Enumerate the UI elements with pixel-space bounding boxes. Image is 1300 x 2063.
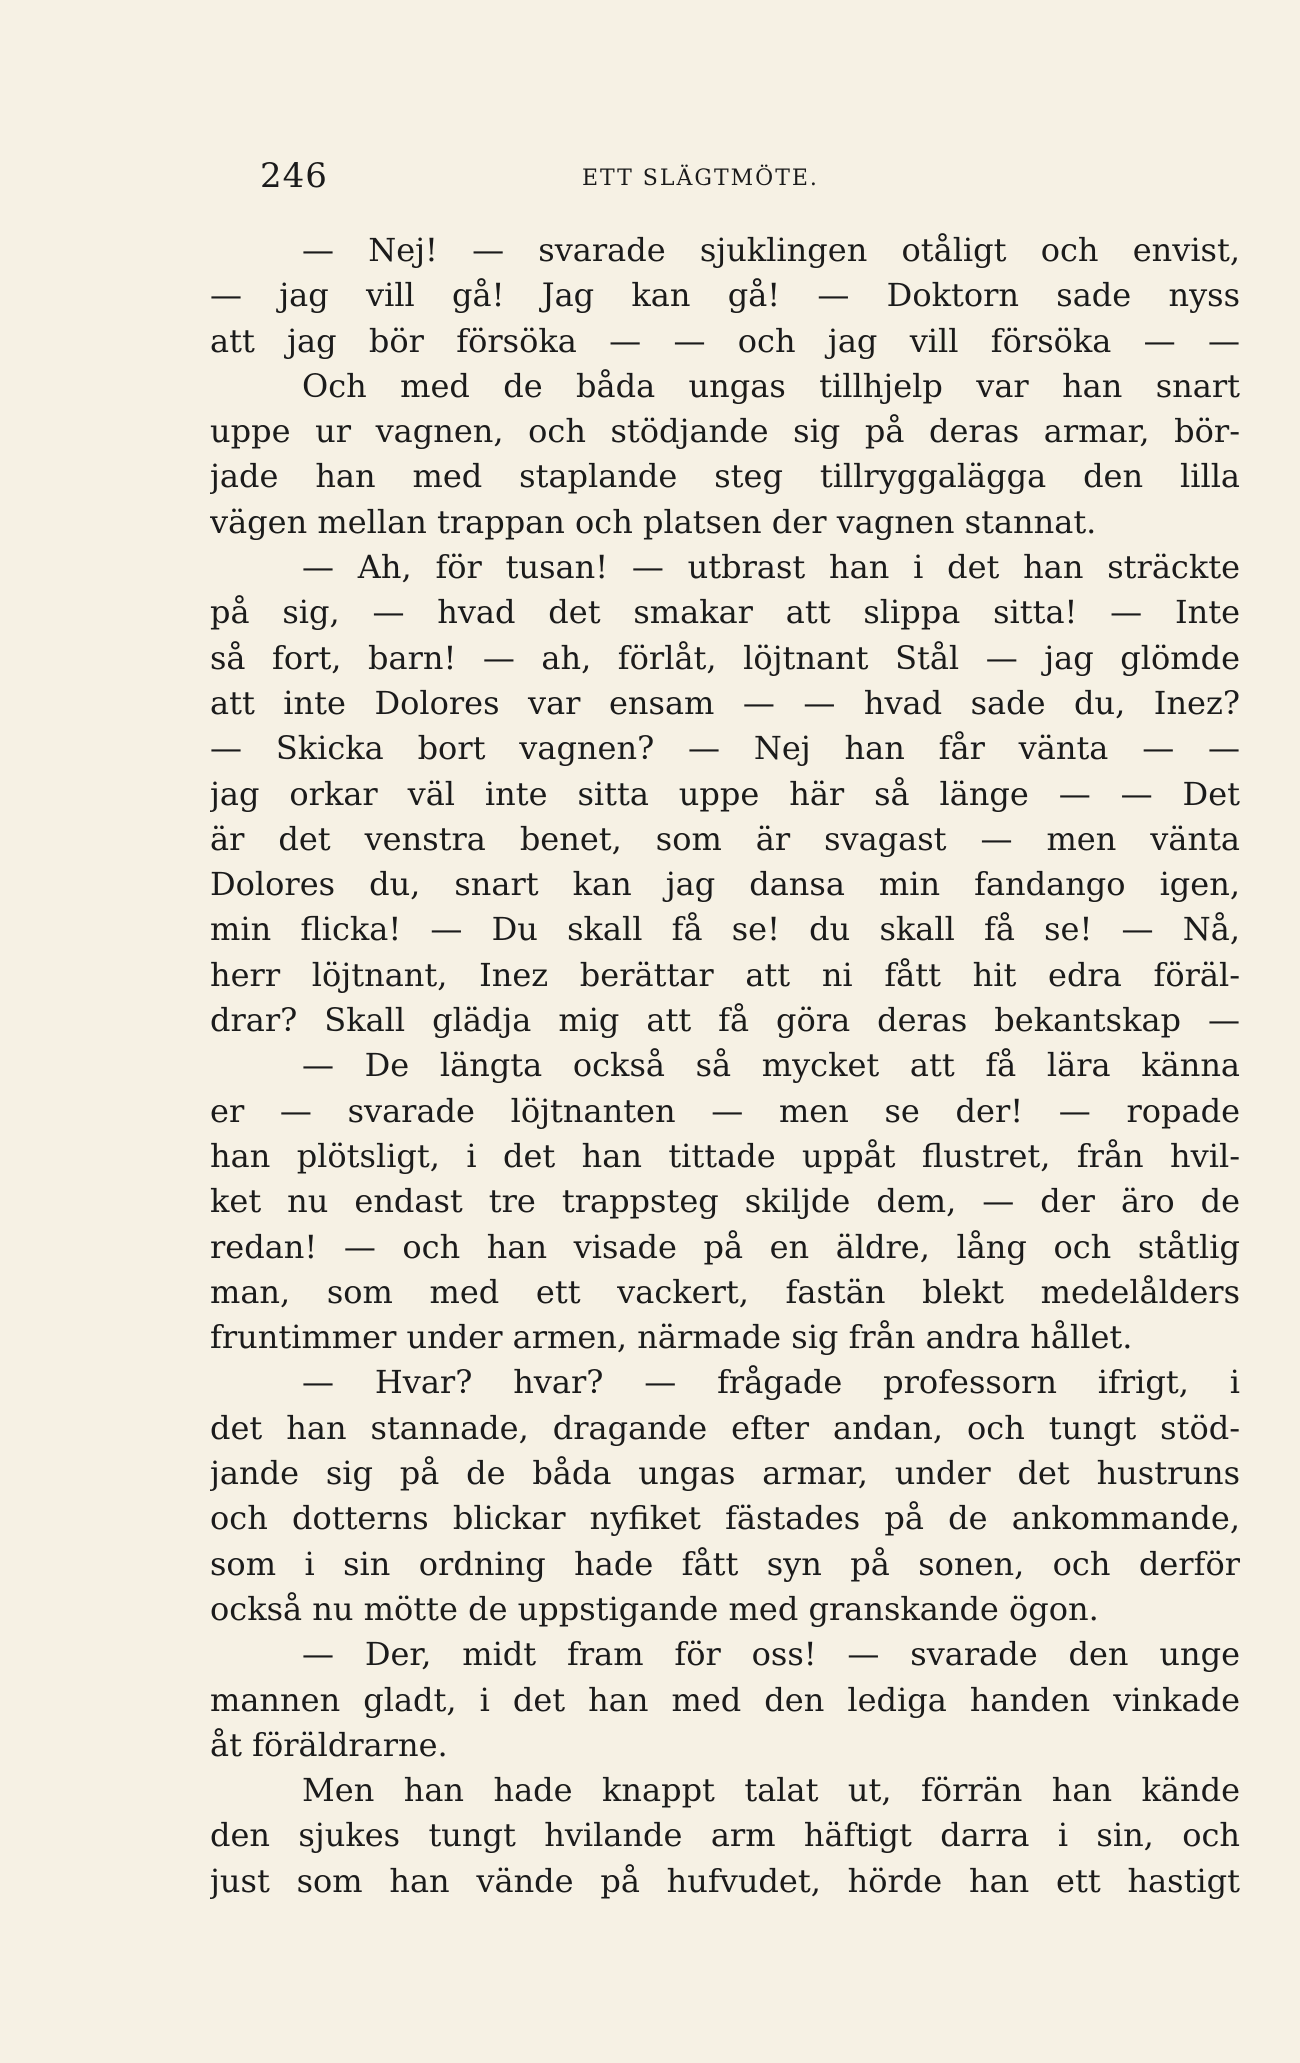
text-line: Och med de båda ungas tillhjelp var han snart: [302, 366, 1240, 405]
text-line: den sjukes tungt hvilande arm häftigt darra i sin, och: [210, 1816, 1240, 1855]
text-line: det han stannade, dragande efter andan, och tungt stöd-: [210, 1408, 1240, 1447]
running-title: ETT SLÄGTMÖTE.: [582, 166, 819, 191]
text-line: drar? Skall glädja mig att få göra deras bekantskap —: [210, 1001, 1240, 1040]
text-line: att inte Dolores var ensam — — hvad sade du, Inez?: [210, 683, 1240, 722]
text-line: jag orkar väl inte sitta uppe här så länge — — Det: [210, 774, 1240, 813]
text-line: — Hvar? hvar? — frågade professorn ifrigt, i: [302, 1363, 1240, 1402]
text-line: — Der, midt fram för oss! — svarade den unge: [302, 1635, 1240, 1674]
text-line: är det venstra benet, som är svagast — men vänta: [210, 819, 1240, 858]
text-line: uppe ur vagnen, och stödjande sig på deras armar, bör-: [210, 412, 1240, 451]
text-line: man, som med ett vackert, fastän blekt medelålders: [210, 1272, 1240, 1311]
text-line: så fort, barn! — ah, förlåt, löjtnant Stål — jag glömde: [210, 638, 1240, 677]
text-line: — De längta också så mycket att få lära känna: [302, 1046, 1240, 1085]
body-text: [210, 228, 1240, 1904]
text-line: min flicka! — Du skall få se! du skall få se! — Nå,: [210, 910, 1240, 949]
text-line: er — svarade löjtnanten — men se der! — ropade: [210, 1091, 1240, 1130]
text-line: jande sig på de båda ungas armar, under det hustruns: [210, 1454, 1240, 1493]
text-line: vägen mellan trappan och platsen der vagnen stannat.: [210, 502, 1097, 541]
text-line: mannen gladt, i det han med den lediga handen vinkade: [210, 1680, 1240, 1719]
text-line: och dotterns blickar nyfiket fästades på de ankommande,: [210, 1499, 1240, 1538]
text-line: — Skicka bort vagnen? — Nej han får vänta — —: [210, 729, 1240, 768]
text-line: — jag vill gå! Jag kan gå! — Doktorn sade nyss: [210, 276, 1240, 315]
text-line: jade han med staplande steg tillryggalägga den lilla: [210, 457, 1240, 496]
text-line: han plötsligt, i det han tittade uppåt flustret, från hvil-: [210, 1136, 1240, 1175]
text-line: som i sin ordning hade fått syn på sonen, och derför: [210, 1544, 1240, 1583]
text-line: just som han vände på hufvudet, hörde han ett hastigt: [210, 1861, 1240, 1900]
text-line: också nu mötte de uppstigande med granskande ögon.: [210, 1589, 1099, 1628]
page-number: 246: [260, 156, 328, 196]
text-line: Dolores du, snart kan jag dansa min fandango igen,: [210, 865, 1240, 904]
text-line: på sig, — hvad det smakar att slippa sitta! — Inte: [210, 593, 1240, 632]
text-line: ket nu endast tre trappsteg skiljde dem, — der äro de: [210, 1182, 1240, 1221]
text-line: att jag bör försöka — — och jag vill försöka — —: [210, 321, 1240, 360]
text-line: — Ah, för tusan! — utbrast han i det han sträckte: [302, 548, 1240, 587]
text-line: Men han hade knappt talat ut, förrän han kände: [302, 1771, 1240, 1810]
text-line: åt föräldrarne.: [210, 1725, 448, 1764]
text-line: herr löjtnant, Inez berättar att ni fått hit edra föräl-: [210, 955, 1240, 994]
text-line: fruntimmer under armen, närmade sig från andra hållet.: [210, 1318, 1133, 1357]
text-line: — Nej! — svarade sjuklingen otåligt och envist,: [302, 231, 1240, 269]
page-header: [210, 150, 1240, 200]
text-line: redan! — och han visade på en äldre, lång och ståtlig: [210, 1227, 1240, 1266]
